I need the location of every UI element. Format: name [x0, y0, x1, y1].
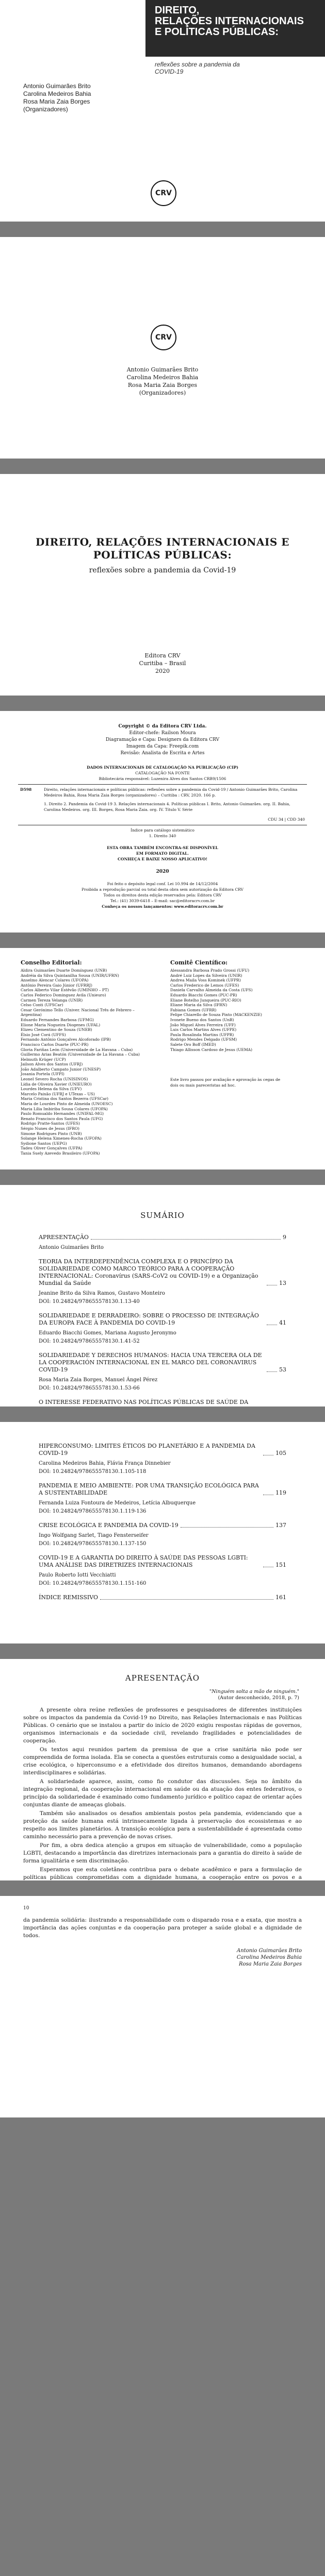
summary-entry-row	[39, 1234, 286, 1241]
summary-entry-row	[39, 1352, 286, 1374]
scientific-member: André Luiz Lopes da Silveira (UNIR)	[170, 973, 242, 978]
peer-review-note: Este livro passou por avaliação e aprovação às cegas de dois ou mais pareceristas ad hoc.	[170, 1077, 281, 1088]
summary-entry-doi: DOI: 10.24824/978655578130.1.151-160	[39, 1581, 147, 1586]
scientific-member: Thiago Allisson Cardoso de Jesus (UEMA)	[170, 1047, 253, 1052]
editorial-member: Marcelo Paixão (UFRJ e UTexas – US)	[21, 1091, 95, 1096]
scientific-member: Carlos Frederico de Lemos (UFES)	[170, 982, 239, 988]
cip-code: D598	[20, 787, 32, 792]
editorial-member: Anselmo Alencar Colares (UFOPA)	[21, 978, 89, 983]
editorial-member: Gloria Fariñas León (Universidade de La Havana – Cuba)	[21, 1047, 133, 1052]
cover-page	[0, 0, 325, 222]
summary-entry[interactable]	[39, 1258, 286, 1305]
editorial-member: Élsio José Corá (UFFS)	[21, 1032, 66, 1037]
editorial-member: Fernando Antônio Gonçalves Alcoforado (IPB)	[21, 1037, 111, 1042]
book-subtitle: reflexões sobre a pandemia da Covid-19	[89, 566, 236, 574]
presentation-page-continued	[0, 1896, 325, 2117]
editorial-member: Lourdes Helena da Silva (UFV)	[21, 1087, 82, 1092]
council-page	[0, 948, 325, 1170]
summary-entry-row	[39, 1482, 286, 1497]
editorial-member: Andréia da Silva Quintanilha Sousa (UNIR/UFRN)	[21, 973, 119, 978]
summary-entry-title: SOLIDARIEDADE Y DERECHOS HUMANOS: HACIA UNA TERCERA OLA DE LA COOPERACIÓN INTERNACIONAL EN EL MARCO DEL CORONAVIRUS COVID-19	[39, 1352, 262, 1373]
summary-entry-title: ÍNDICE REMISSIVO	[39, 1594, 98, 1601]
summary-entry-title: TEORIA DA INTERDEPENDÊNCIA COMPLEXA E O PRINCÍPIO DA SOLIDARIEDADE COMO MARCO TEÓRICO PARA A COOPERAÇÃO INTERNACIONAL: Coronavírus (SARS-CoV2 ou COVID-19) e a Organização Mundial da Saúde	[39, 1258, 258, 1286]
summary-entry-doi: DOI: 10.24824/978655578130.1.41-52	[39, 1338, 140, 1344]
title-page	[0, 474, 325, 696]
summary-entry-doi: DOI: 10.24824/978655578130.1.13-40	[39, 1299, 140, 1304]
scientific-member: Eliane Botelho Junqueira (PUC-RIO)	[170, 997, 241, 1003]
editorial-member: Helmuth Krüger (UCP)	[21, 1057, 66, 1062]
summary-entry[interactable]	[39, 1554, 286, 1587]
summary-entry-doi: DOI: 10.24824/978655578130.1.105-118	[39, 1469, 147, 1475]
summary-entry-title: APRESENTAÇÃO	[39, 1234, 89, 1241]
summary-list-continued	[39, 1443, 286, 1608]
summary-entry-authors: Jeanine Brito da Silva Ramos, Gustavo Monteiro	[39, 1291, 165, 1296]
signature: Antonio Guimarães Brito Carolina Medeiros Bahia Rosa Maria Zaia Borges	[236, 1948, 302, 1967]
editorial-member: Sérgio Nunes de Jesus (IFRO)	[21, 1126, 79, 1131]
presentation-paragraph: Também são analisados os desafios ambientais postos pela pandemia, evidenciando que a proteção da saúde humana está intrinsecamente ligada à preservação dos ecossistemas e ao respeito aos limites planetários. A transição ecológica para a sustentabilidade é apresentada como caminho necessário para a prevenção de novas crises.	[23, 1810, 302, 1840]
summary-entry-authors: Paulo Roberto Iotti Vecchiatti	[39, 1572, 116, 1578]
dot-leader	[91, 1239, 281, 1240]
copyright-header: Copyright © da Editora CRV Ltda. Editor-chefe: Railson Moura Diagramação e Capa: Designers da Editora CRV Imagem da Capa: Freepik.com Revisão: Analista de Escrita e Artes	[105, 724, 220, 756]
editorial-council	[21, 959, 155, 1156]
editorial-member: Tania Suely Azevedo Brasileiro (UFOPA)	[21, 1150, 100, 1156]
summary-entry-row	[39, 1258, 286, 1287]
editorial-member: Renato Francisco dos Santos Paula (UFG)	[21, 1116, 103, 1121]
summary-entry[interactable]	[39, 1522, 286, 1547]
publisher-logo: CRV	[151, 180, 176, 206]
presentation-text	[23, 1706, 302, 1880]
editorial-member: Lídia de Oliveira Xavier (UNIEURO)	[21, 1081, 92, 1087]
cip-box	[18, 784, 307, 825]
summary-page	[0, 1185, 325, 1406]
editorial-member: Rodrigo Pratte-Santos (UFES)	[21, 1121, 80, 1126]
editorial-council-title: Conselho Editorial:	[21, 959, 82, 966]
summary-entry-authors: Ingo Wolfgang Sarlet, Tiago Fensterseifer	[39, 1533, 149, 1538]
dot-leader	[267, 1371, 277, 1372]
summary-entry-row	[39, 1312, 286, 1327]
summary-entry-page: 119	[275, 1489, 286, 1496]
editorial-member: Elizeu Clementino de Souza (UNEB)	[21, 1027, 92, 1032]
presentation-heading: APRESENTAÇÃO	[125, 1673, 200, 1683]
summary-entry-authors: Carolina Medeiros Bahia, Flávia França Dinnebier	[39, 1461, 171, 1466]
presentation-paragraph: Por fim, a obra dedica atenção a grupos em situação de vulnerabilidade, como a população LGBTI, destacando a importância das diretrizes internacionais para a garantia do direito à saúde de forma igualitária e sem discriminação.	[23, 1842, 302, 1864]
summary-entry-page: 151	[275, 1562, 286, 1568]
summary-entry[interactable]	[39, 1594, 286, 1601]
summary-entry-title: HIPERCONSUMO: LIMITES ÉTICOS DO PLANETÁRIO E A PANDEMIA DA COVID-19	[39, 1443, 255, 1456]
summary-entry-authors: Fernanda Luiza Fontoura de Medeiros, Letícia Albuquerque	[39, 1500, 196, 1506]
summary-entry-title: COVID-19 E A GARANTIA DO DIREITO À SAÚDE DAS PESSOAS LGBTI: UMA ANÁLISE DAS DIRETRIZES INTERNACIONAIS	[39, 1554, 248, 1568]
scientific-committee-title: Comitê Científico:	[170, 959, 228, 966]
editorial-member: Maria Cristina dos Santos Bezerra (UFSCar)	[21, 1096, 109, 1101]
summary-entry-doi: DOI: 10.24824/978655578130.1.137-150	[39, 1541, 147, 1547]
scientific-member: Salete Oro Boff (IMED)	[170, 1042, 216, 1047]
scientific-member: Daniela Carvalho Almeida da Costa (UFS)	[170, 988, 253, 993]
editorial-member: Paulo Romualdo Hernandes (UNIFAL-MG)	[21, 1111, 104, 1116]
summary-entry-page: 137	[275, 1522, 286, 1529]
scientific-member: Eduardo Biacchi Gomes (PUC-PR)	[170, 992, 237, 997]
cip-body: Direito, relações internacionais e políticas públicas: reflexões sobre a pandemia da Covid-19 / Antonio Guimarães Brito, Carolina Medeiros Bahia, Rosa Maria Zaia Borges (organizadores) – Curitiba : CRV, 2020. 166 p.	[44, 787, 298, 798]
scientific-member: Fabiana Gomes (UFRR)	[170, 1007, 217, 1012]
editorial-member: João Adalberto Campato Junior (UNESP)	[21, 1066, 101, 1072]
digital-notice: ESTA OBRA TAMBÉM ENCONTRA-SE DISPONÍVEL EM FORMATO DIGITAL. CONHEÇA E BAIXE NOSSO APLICATIVO!	[107, 845, 218, 861]
editorial-member: Aldira Guimarães Duarte Domínguez (UNB)	[21, 968, 107, 973]
summary-entry-page: 53	[279, 1366, 286, 1373]
scientific-member: Eliane Maria da Silva (IFRN)	[170, 1003, 228, 1008]
summary-entry[interactable]	[39, 1312, 286, 1345]
closing-paragraph: da pandemia solidária: ilustrando a responsabilidade com o disparado rosa e a exata, que mostra a importância das ações conjuntas e da cooperação para proteger a saúde global e a dignidade de todos.	[23, 1917, 302, 1939]
scientific-member: Paula Rosalinda Martins (UFPR)	[170, 1032, 234, 1037]
dot-leader	[100, 1599, 273, 1600]
cover-organizers: Antonio Guimarães Brito Carolina Medeiros Bahia Rosa Maria Zaia Borges (Organizadores)	[23, 82, 91, 113]
scientific-committee	[170, 959, 304, 1052]
presentation-paragraph: Esperamos que esta coletânea contribua para o debate acadêmico e para a formulação de políticas públicas comprometidas com a dignidade humana, a cooperação entre os povos e a	[23, 1867, 302, 1880]
cover-subtitle: reflexões sobre a pandemia da COVID-19	[155, 61, 240, 75]
summary-entry[interactable]	[39, 1234, 286, 1251]
editorial-member: Solange Helena Ximenes-Rocha (UFOPA)	[21, 1136, 102, 1141]
scientific-member: Felipe Chiarello de Souza Pinto (MACKENZIE)	[170, 1012, 262, 1018]
summary-entry-doi: DOI: 10.24824/978655578130.1.53-66	[39, 1385, 140, 1391]
summary-entry-page: 41	[279, 1319, 286, 1326]
summary-list	[39, 1234, 286, 1406]
editorial-member: Carmen Tereza Velanga (UNIR)	[21, 997, 83, 1003]
summary-entry[interactable]	[39, 1443, 286, 1475]
summary-entry-page: 161	[275, 1594, 286, 1601]
summary-entry-title: SOLIDARIEDADE E DERRADEIRO: SOBRE O PROCESSO DE INTEGRAÇÃO DA EUROPA FACE À PANDEMIA DO COVID-19	[39, 1312, 259, 1326]
editorial-member: Francisco Carlos Duarte (PUC-PR)	[21, 1042, 89, 1047]
editorial-member: Celso Conti (UFSCar)	[21, 1003, 63, 1008]
summary-entry-authors: Rosa Maria Zaia Borges, Manuel Ángel Pérez	[39, 1377, 158, 1383]
summary-entry-page: 105	[275, 1450, 286, 1456]
editorial-members	[21, 968, 155, 1156]
summary-entry-authors: Antonio Guimarães Brito	[39, 1245, 104, 1250]
cip-heading: DADOS INTERNACIONAIS DE CATALOGAÇÃO NA PUBLICAÇÃO (CIP) CATALOGAÇÃO NA FONTE Bibliotecária responsável: Luzenira Alves dos Santos CRB9/1506	[87, 765, 238, 781]
editorial-member: Guillermo Arias Beatón (Universidade de La Havana – Cuba)	[21, 1052, 140, 1057]
presentation-paragraph: Os textos aqui reunidos partem da premissa de que a crise sanitária não pode ser compreendida de forma isolada. Ela se conecta a questões estruturais como a desigualdade social, a crise ecológica, o hiperconsumo e a efetividade dos direitos humanos, demandando abordagens interdisciplinares e solidárias.	[23, 1747, 302, 1776]
cip-cdd: CDU 34 | CDD 340	[268, 817, 305, 822]
editorial-member: Carlos Federico Dominguez Avila (Unieuro)	[21, 992, 106, 997]
summary-heading: SUMÁRIO	[140, 1211, 185, 1220]
editorial-member: Leonel Severo Rocha (UNISINOS)	[21, 1077, 88, 1082]
scientific-member: Rodrigo Mendes Delgado (UFSM)	[170, 1037, 237, 1042]
rights-block: Foi feito o depósito legal conf. Lei 10.994 de 14/12/2004 Proibida a reprodução parcial ou total desta obra sem autorização da Editora CRV Todos os direitos desta edição reservados pela: Editora CRV Tel.: (41) 3039-6418 – E-mail: sac@editoracrv.com.br Conheça os nossos lançamentos: www.editoracrv.com.br	[82, 882, 243, 909]
dot-leader	[181, 1527, 273, 1528]
book-title: DIREITO, RELAÇÕES INTERNACIONAIS E POLÍTICAS PÚBLICAS:	[35, 536, 290, 561]
editorial-member: Josania Portela (UFPI)	[21, 1072, 64, 1077]
cover-title: DIREITO, RELAÇÕES INTERNACIONAIS E POLÍTICAS PÚBLICAS:	[155, 5, 304, 38]
scientific-member: João Miguel Alves Ferreira (UFF)	[170, 1022, 236, 1027]
editorial-member: Antônio Pereira Gaio Júnior (UFRRJ)	[21, 982, 92, 988]
summary-entry-title: PANDEMIA E MEIO AMBIENTE: POR UMA TRANSIÇÃO ECOLÓGICA PARA A SUSTENTABILIDADE	[39, 1482, 259, 1496]
publisher-info: Editora CRV Curitiba – Brasil 2020	[139, 652, 186, 674]
editorial-member: Maria Lília Imbiriba Sousa Colares (UFOPA)	[21, 1106, 108, 1111]
editorial-member: Maria de Lourdes Pinto de Almeida (UNOESC)	[21, 1101, 113, 1107]
scientific-member: Alessandra Barbosa Prado Grossi (UFU)	[170, 968, 250, 973]
editorial-member: Elione Maria Nogueira Diogenes (UFAL)	[21, 1022, 101, 1027]
summary-entry-title: O INTERESSE FEDERATIVO NAS POLÍTICAS PÚBLICAS DE SAÚDE DA	[39, 1399, 249, 1405]
summary-entry-page: 9	[283, 1234, 286, 1241]
summary-entry-doi: DOI: 10.24824/978655578130.1.119-136	[39, 1509, 147, 1514]
summary-entry[interactable]	[39, 1399, 286, 1406]
page-number: 10	[23, 1906, 29, 1911]
summary-entry-row	[39, 1594, 286, 1601]
copyright-year: 2020	[156, 869, 169, 874]
epigraph: "Ninguém solta a mão de ninguém." (Autor desconhecido, 2018, p. 7)	[209, 1689, 299, 1701]
summary-entry-title: CRISE ECOLÓGICA E PANDEMIA DA COVID-19	[39, 1522, 178, 1529]
editorial-member: Tadeu Oliver Gonçalves (UFPA)	[21, 1146, 83, 1151]
editorial-member: Simone Rodrigues Pinto (UNB)	[21, 1131, 82, 1136]
cip-subjects: 1. Direito 2. Pandemia da Covid-19 3. Relações internacionais 4. Políticas públicas I. Brito, Antonio Guimarães. org. II. Bahia, Carolina Medeiros. org. III. Borges, Rosa Maria Zaia. org. IV. Título V. Série	[44, 802, 290, 812]
publisher-logo: CRV	[151, 325, 176, 350]
editorial-member: Jailson Alves dos Santos (UFRJ)	[21, 1062, 83, 1067]
index-block: Índice para catálogo sistemático 1. Direito 340	[131, 828, 194, 838]
summary-page-continued	[0, 1422, 325, 1643]
summary-entry[interactable]	[39, 1352, 286, 1392]
copyright-page	[0, 711, 325, 933]
half-title-organizers: Antonio Guimarães Brito Carolina Medeiros Bahia Rosa Maria Zaia Borges (Organizadores)	[126, 366, 199, 396]
scientific-member: Luis Carlos Martins Alves (UFPE)	[170, 1027, 237, 1032]
summary-entry-authors: Eduardo Biacchi Gomes, Mariana Augusto Jeronymo	[39, 1330, 176, 1336]
editorial-member: Sydione Santos (UEPG)	[21, 1141, 67, 1146]
summary-entry-page: 13	[279, 1280, 286, 1286]
scientific-members	[170, 968, 304, 1052]
scientific-member: Ivonete Bueno dos Santos (UnB)	[170, 1017, 234, 1022]
editorial-member: Cesar Gerónimo Tello (Univer. Nacional Três de Febrero – Argentina)	[21, 1007, 135, 1018]
editorial-member: Carlos Alberto Vilar Estêvão (UMINHO – PT)	[21, 988, 109, 993]
summary-entry-row	[39, 1443, 286, 1457]
summary-entry[interactable]	[39, 1482, 286, 1515]
scientific-member: Andrea Maila Voss Kominek (UFPR)	[170, 978, 241, 983]
presentation-page	[0, 1659, 325, 1880]
editorial-member: Eduardo Fernandes Barbosa (UFMG)	[21, 1017, 94, 1022]
summary-entry-row	[39, 1522, 286, 1529]
presentation-paragraph: A presente obra reúne reflexões de professores e pesquisadores de diferentes instituições sobre os impactos da pandemia da Covid-19 no Direito, nas Relações Internacionais e nas Políticas Públicas. O cenário que se instalou a partir do início de 2020 exigiu respostas rápidas de governos, organismos internacionais e da sociedade civil, revelando fragilidades e potencialidades de cooperação.	[23, 1707, 302, 1744]
half-title-page	[0, 237, 325, 459]
summary-entry-row	[39, 1554, 286, 1569]
summary-entry-row	[39, 1399, 286, 1406]
presentation-paragraph: A solidariedade aparece, assim, como fio condutor das discussões. Seja no âmbito da integração regional, da cooperação internacional em saúde ou da atuação dos entes federativos, o princípio da solidariedade é examinado como fundamento jurídico e político capaz de orientar ações conjuntas diante de ameaças globais.	[23, 1778, 302, 1808]
